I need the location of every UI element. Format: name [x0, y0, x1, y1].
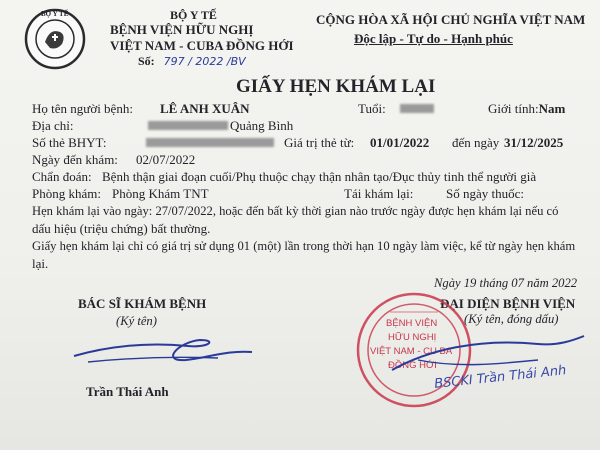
gender-label	[488, 101, 565, 117]
address-redaction	[148, 121, 228, 130]
revisit-line1: Hẹn khám lại vào ngày: 27/07/2022, hoặc đến bất kỳ thời gian nào trước ngày được hẹn khám lại nếu có	[32, 204, 559, 218]
document-number	[138, 54, 246, 69]
stamp-line1: BỆNH VIỆN	[386, 318, 438, 329]
valid-to-value: 31/12/2025	[504, 135, 564, 150]
hospital-logo	[24, 8, 86, 70]
signing-date: Ngày 19 tháng 07 năm 2022	[434, 276, 578, 290]
valid-from-value: 01/01/2022	[370, 135, 430, 150]
hospital-rep-name: BSCKI Trần Thái Anh	[433, 363, 568, 392]
gender-label-text: Giới tính:	[488, 101, 539, 116]
revisit-label: Tái khám lại:	[344, 186, 414, 201]
validity-line1: Giấy hẹn khám lại chỉ có giá trị sử dụng 01 (một) lần trong thời hạn 10 ngày làm việc, kể từ ngày hẹn khám	[32, 239, 576, 253]
hospital-name-line2: VIỆT NAM - CUBA ĐỒNG HỚI	[110, 38, 294, 53]
valid-to-label: đến ngày	[452, 135, 500, 150]
revisit-line2: dấu hiệu (triệu chứng) bất thường.	[32, 221, 211, 236]
bhyt-redaction	[146, 138, 274, 147]
visit-date-value: 02/07/2022	[136, 152, 196, 167]
gender-value: Nam	[538, 101, 566, 116]
number-value: 797 / 2022 /BV	[163, 55, 246, 68]
clinic-label: Phòng khám:	[32, 186, 101, 201]
stamp-line4: ĐỒNG HỚI	[388, 360, 437, 371]
number-label: Số:	[138, 54, 155, 68]
ministry-name: BỘ Y TẾ	[170, 8, 217, 22]
clinic-value: Phòng Khám TNT	[112, 186, 209, 201]
country-name: CỘNG HÒA XÃ HỘI CHỦ NGHĨA VIỆT NAM	[316, 12, 586, 27]
doctor-sign-note: (Ký tên)	[116, 314, 157, 328]
stamp-line3: VIỆT NAM - CU BA	[370, 346, 453, 357]
patient-name-label: Họ tên người bệnh:	[32, 101, 133, 116]
stamp-line2: HỮU NGHỊ	[388, 332, 437, 343]
bhyt-label: Số thẻ BHYT:	[32, 135, 107, 150]
validity-line2: lại.	[32, 256, 49, 271]
valid-from-label: Giá trị thẻ từ:	[284, 135, 355, 150]
hospital-name-line1: BỆNH VIỆN HỮU NGHỊ	[110, 22, 254, 37]
visit-date-label: Ngày đến khám:	[32, 152, 118, 167]
document-title: GIẤY HẸN KHÁM LẠI	[236, 76, 436, 97]
doctor-name: Trần Thái Anh	[86, 384, 169, 399]
hospital-rep-title: ĐẠI DIỆN BỆNH VIỆN	[440, 296, 576, 311]
diagnosis-label: Chẩn đoán:	[32, 169, 92, 184]
country-motto: Độc lập - Tự do - Hạnh phúc	[354, 31, 513, 46]
address-label: Địa chỉ:	[32, 118, 74, 133]
age-redaction	[400, 104, 434, 113]
days-label: Số ngày thuốc:	[446, 186, 524, 201]
age-label: Tuổi:	[358, 101, 386, 116]
hospital-rep-note: (Ký tên, đóng dấu)	[464, 312, 559, 326]
diagnosis-value: Bệnh thận giai đoạn cuối/Phụ thuộc chạy thận nhân tạo/Đục thủy tinh thể người già	[102, 169, 537, 184]
address-value: Quảng Bình	[230, 118, 294, 133]
patient-name-value: LÊ ANH XUÂN	[160, 101, 250, 116]
doctor-signature	[68, 332, 258, 372]
logo-text: BỘ Y TẾ	[41, 10, 69, 18]
doctor-title: BÁC SĨ KHÁM BỆNH	[78, 296, 207, 311]
